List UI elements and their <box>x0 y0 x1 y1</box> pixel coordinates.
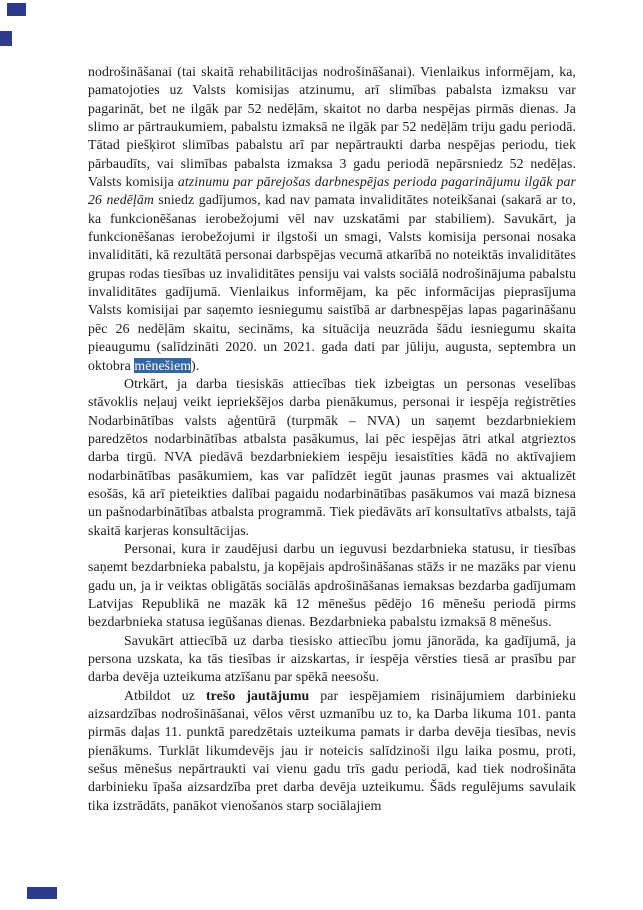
paragraph-5-bold-phrase: trešo jautājumu <box>205 687 310 703</box>
paragraph-5 <box>88 687 576 815</box>
paragraph-4 <box>88 632 576 687</box>
paragraph-3 <box>88 540 576 632</box>
paragraph-2 <box>88 375 576 540</box>
paragraph-2-text: Otrkārt, ja darba tiesiskās attiecības tiek izbeigtas un personas veselības stāvoklis neļauj veikt iepriekšējos darba pienākumus, personai ir iespēja reģistrēties Nodarbinātības valsts aģentūrā (turpmāk – NVA) un saņemt bezdarbniekiem paredzētos nodarbinātības atbalsta pasākumus, lai pēc iespējas ātri atkal atgrieztos darba tirgū. NVA piedāvā bezdarbniekiem iespēju iesaistīties kādā no aktīvajiem nodarbinātības pasākumiem, kas var palīdzēt iegūt jaunas prasmes vai aktualizēt esošās, kā arī pieteikties dalībai pagaidu nodarbinātības pasākumos vai mazā biznesa un pašnodarbinātības atbalsta programmā. Tiek piedāvāts arī konsultatīvs atbalsts, tajā skaitā karjeras konsultācijas. <box>88 375 576 538</box>
paragraph-1-text-b: sniedz gadījumos, kad nav pamata invaliditātes noteikšanai (sakarā ar to, ka funkcionēšanas ierobežojumi vēl nav uzskatāmi par stabiliem). Savukārt, ja funkcionēšanas ierobežojumi ir ilgstoši un smagi, Valsts komisija personai nosaka invaliditāti, kā rezultātā personai darbspējas vecumā atkarībā no noteiktās invaliditātes grupas rodas tiesības uz invaliditātes pensiju vai valsts sociālā nodrošinājuma pabalstu invaliditātes gadījumā. Vienlaikus informējam, ka pēc informācijas pieprasījuma Valsts komisijai par saņemto iesniegumu saistībā ar darbnespējas lapas pagarināšanu pēc 26 nedēļām skaitu, secināms, ka situācija neuzrāda šādu iesniegumu skaita pieaugumu (salīdzināti 2020. un 2021. gada dati par jūliju, augusta, septembra un oktobra <box>88 192 576 373</box>
paragraph-4-text: Savukārt attiecībā uz darba tiesisko attiecību jomu jānorāda, ka gadījumā, ja persona uzskata, ka tās tiesības ir aizskartas, ir iespēja vērsties tiesā ar prasību par darba devēja uzteikuma atzīšanu par spēkā neesošu. <box>88 632 576 685</box>
redaction-mark-top-2 <box>0 31 12 46</box>
paragraph-1-text-a: nodrošināšanai (tai skaitā rehabilitācijas nodrošināšanai). Vienlaikus informējam, ka, pamatojoties uz Valsts komisijas atzinumu, arī slimības pabalsta izmaksu var pagarināt, bet ne ilgāk par 52 nedēļām, skaitot no darba nespējas pirmās dienas. Ja slimo ar pārtraukumiem, pabalstu izmaksā ne ilgāk par 52 nedēļām triju gadu periodā. Tātad piešķirot slimības pabalstu arī par nepārtraukti darba nespējas periodu, tiek pārbaudīts, vai slimības pabalsta izmaksa 3 gadu periodā nepārsniedz 52 nedēļas. Valsts komisija <box>88 64 576 190</box>
redaction-mark-bottom <box>27 887 57 899</box>
paragraph-3-text: Personai, kura ir zaudējusi darbu un ieguvusi bezdarbnieka statusu, ir tiesības saņemt bezdarbnieka pabalstu, ja kopējais apdrošināšanas stāžs ir ne mazāks par vienu gadu un, ja ir veiktas obligātās sociālās apdrošināšanas iemaksas bezdarba gadījumam Latvijas Republikā ne mazāk kā 12 mēnešus pēdējo 16 mēnešu periodā pirms bezdarbnieka statusa iegūšanas dienas. Bezdarbnieka pabalstu izmaksā 8 mēnešus. <box>88 540 576 630</box>
paragraph-1-italic-phrase: atzinumu par pārejošas darbnespējas perioda pagarinājumu ilgāk par 26 nedēļām <box>88 174 576 208</box>
paragraph-5-text-a: Atbildot uz <box>124 687 206 703</box>
highlighted-word: mēnešiem <box>134 357 192 373</box>
paragraph-1 <box>88 63 576 375</box>
paragraph-5-text-b: par iespējamiem risinājumiem darbinieku aizsardzības nodrošināšanai, vēlos vērst uzmanību uz to, ka Darba likuma 101. panta pirmās daļas 11. punktā paredzētais uzteikuma pamats ir darba devēja tiesības, nevis pienākums. Turklāt likumdevējs jau ir noteicis salīdzinoši ilgu laika posmu, proti, sešus mēnešus nepārtraukti vai vienu gadu trīs gadu periodā, kad tiek nodrošināta darbinieku īpaša aizsardzība pret darba devēja uzteikumu. Šāds regulējums savulaik tika izstrādāts, panākot vienošanos starp sociālajiem <box>88 687 576 813</box>
redaction-mark-top-1 <box>7 3 26 16</box>
document-body <box>88 63 576 815</box>
paragraph-1-text-c: ). <box>191 357 200 373</box>
